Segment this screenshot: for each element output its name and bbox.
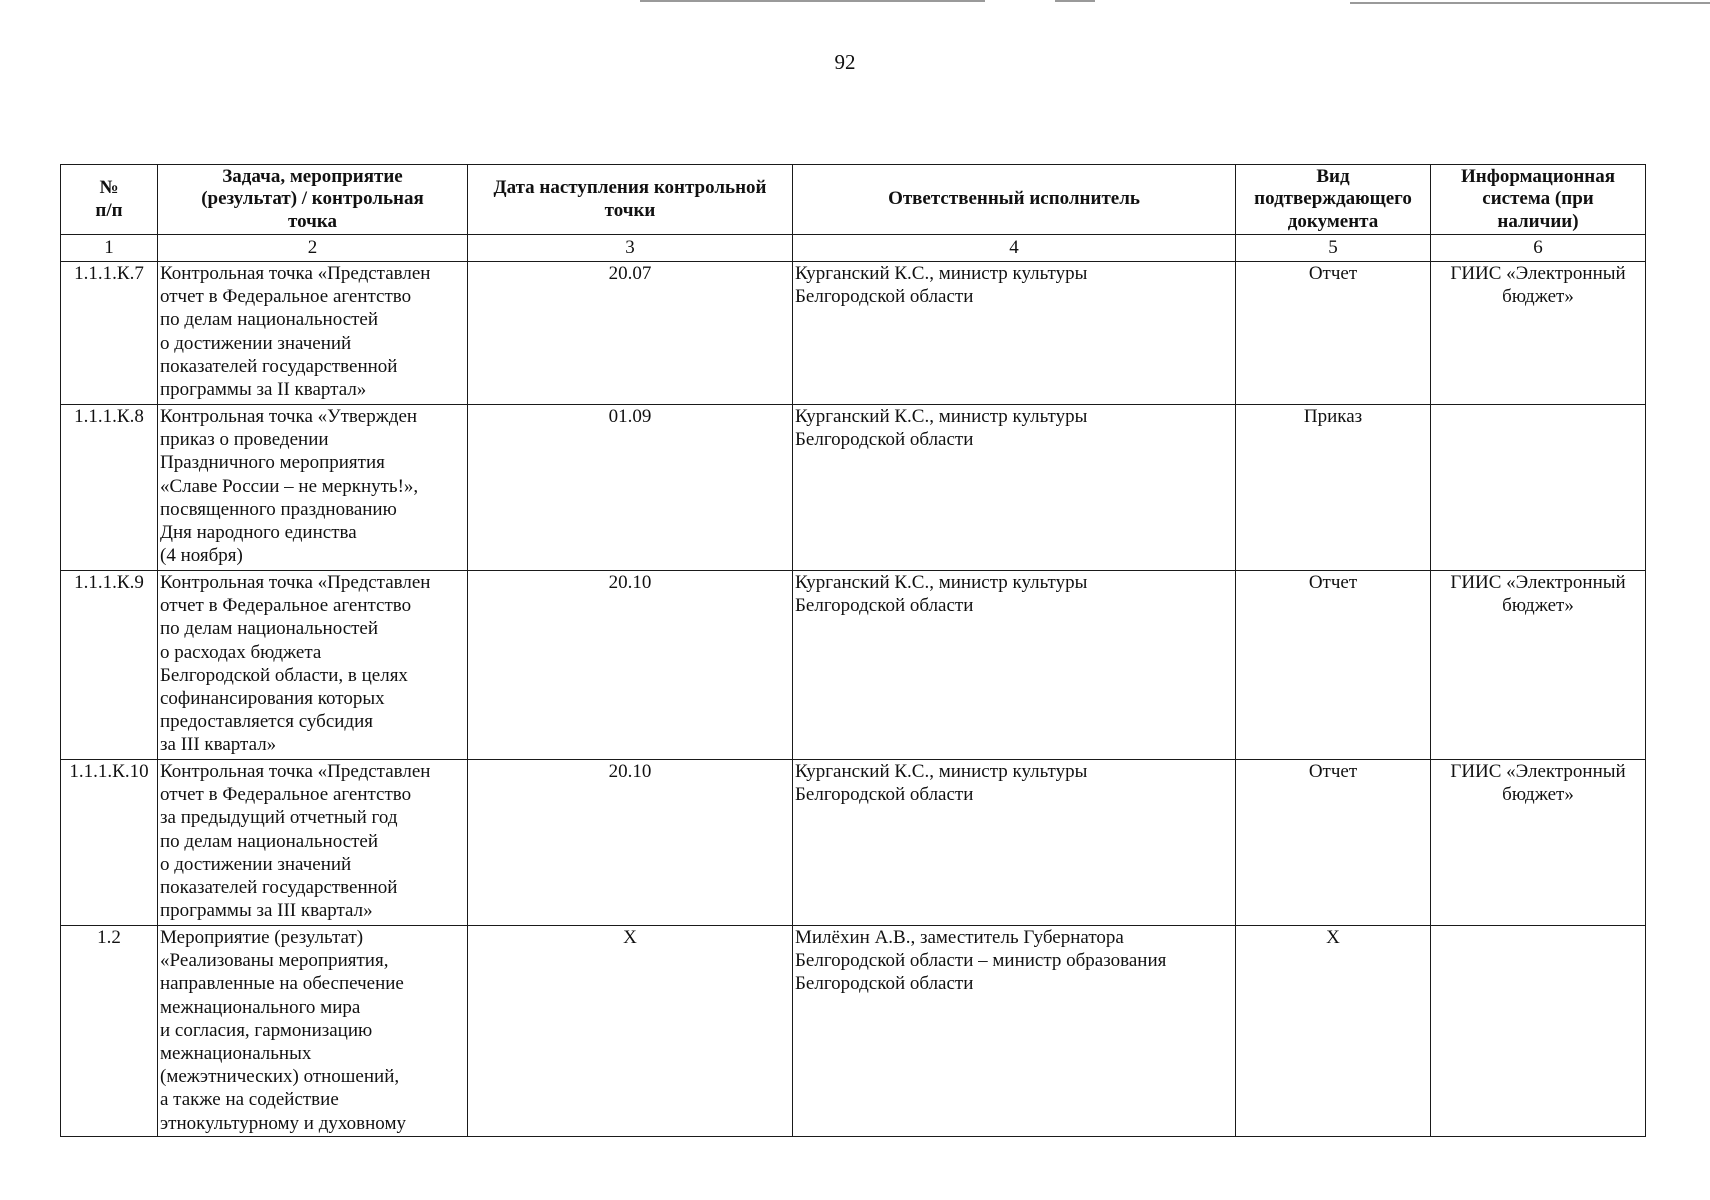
row-number: 1.1.1.К.7 — [61, 262, 158, 405]
row-task — [158, 405, 468, 571]
row-info-system — [1431, 571, 1646, 760]
text-line: система (при — [1482, 188, 1594, 210]
text-line: о расходах бюджета — [160, 641, 322, 663]
table-row — [61, 760, 1646, 926]
row-number: 1.1.1.К.8 — [61, 405, 158, 571]
column-number: 5 — [1236, 235, 1431, 262]
page-number: 92 — [834, 50, 856, 74]
text-line: по делам национальностей — [160, 618, 379, 640]
row-task — [158, 760, 468, 926]
row-number: 1.2 — [61, 926, 158, 1137]
text-line: Дата наступления контрольной — [493, 177, 767, 198]
row-date: 01.09 — [468, 405, 793, 571]
text-line: Курганский К.С., министр культуры — [795, 572, 1088, 593]
header-date — [468, 165, 793, 235]
row-task — [158, 262, 468, 405]
text-line: а также на содействие — [160, 1089, 339, 1111]
text-line: софинансирования которых — [160, 688, 385, 710]
text-line: ГИИС «Электронный — [1450, 263, 1626, 284]
row-info-system — [1431, 405, 1646, 571]
column-number: 1 — [61, 235, 158, 262]
scan-artifact-line — [1350, 2, 1710, 4]
text-line: предоставляется субсидия — [160, 711, 373, 733]
row-info-system — [1431, 926, 1646, 1137]
text-line: «Славе России – не меркнуть!», — [160, 475, 419, 497]
row-executor — [793, 926, 1236, 1137]
row-date: 20.10 — [468, 571, 793, 760]
text-line: Мероприятие (результат) — [160, 927, 364, 948]
header-executor — [793, 165, 1236, 235]
text-line: по делам национальностей — [160, 830, 379, 852]
row-executor — [793, 571, 1236, 760]
scan-artifact-line — [640, 0, 985, 2]
text-line: Контрольная точка «Представлен — [160, 263, 431, 284]
text-line: и согласия, гармонизацию — [160, 1019, 373, 1041]
text-line: Белгородской области, в целях — [160, 664, 408, 686]
text-line: межнациональных — [160, 1043, 312, 1065]
text-line: Контрольная точка «Представлен — [160, 572, 431, 593]
row-document-type: Отчет — [1236, 571, 1431, 760]
header-info-system — [1431, 165, 1646, 235]
text-line: точки — [604, 199, 656, 221]
column-number: 6 — [1431, 235, 1646, 262]
text-line: за III квартал» — [160, 734, 277, 756]
text-line: межнационального мира — [160, 996, 361, 1018]
text-line: (4 ноября) — [160, 545, 243, 567]
text-line: точка — [288, 210, 337, 232]
text-line: Белгородской области — [795, 595, 974, 617]
text-line: Ответственный исполнитель — [888, 188, 1140, 210]
text-line: этнокультурному и духовному — [160, 1112, 406, 1134]
text-line: бюджет» — [1502, 784, 1574, 806]
text-line: отчет в Федеральное агентство — [160, 784, 412, 806]
text-line: по делам национальностей — [160, 309, 379, 331]
text-line: Белгородской области — [795, 286, 974, 308]
text-line: Курганский К.С., министр культуры — [795, 263, 1088, 284]
row-executor — [793, 760, 1236, 926]
text-line: программы за II квартал» — [160, 379, 367, 401]
text-line: Белгородской области – министр образования — [795, 950, 1167, 972]
text-line: показателей государственной — [160, 877, 398, 899]
column-numbers-row — [61, 235, 1646, 262]
column-number: 3 — [468, 235, 793, 262]
text-line: о достижении значений — [160, 853, 352, 875]
text-line: подтверждающего — [1254, 188, 1412, 210]
header-document — [1236, 165, 1431, 235]
row-info-system — [1431, 262, 1646, 405]
header-task — [158, 165, 468, 235]
text-line: (результат) / контрольная — [201, 188, 424, 210]
row-document-type: Х — [1236, 926, 1431, 1137]
row-date: 20.10 — [468, 760, 793, 926]
text-line: направленные на обеспечение — [160, 973, 404, 995]
text-line: ГИИС «Электронный — [1450, 761, 1626, 782]
text-line: приказ о проведении — [160, 429, 329, 451]
scan-artifact-line — [1055, 0, 1095, 2]
row-document-type: Отчет — [1236, 262, 1431, 405]
text-line: бюджет» — [1502, 595, 1574, 617]
text-line: программы за III квартал» — [160, 900, 373, 922]
text-line: наличии) — [1497, 210, 1579, 232]
table-row — [61, 926, 1646, 1137]
row-document-type: Приказ — [1236, 405, 1431, 571]
text-line: Белгородской области — [795, 784, 974, 806]
row-date: 20.07 — [468, 262, 793, 405]
text-line: «Реализованы мероприятия, — [160, 950, 389, 972]
row-task — [158, 926, 468, 1137]
text-line: Информационная — [1460, 165, 1616, 187]
row-number: 1.1.1.К.9 — [61, 571, 158, 760]
text-line: отчет в Федеральное агентство — [160, 286, 412, 308]
row-task — [158, 571, 468, 760]
text-line: Задача, мероприятие — [222, 165, 403, 187]
text-line: отчет в Федеральное агентство — [160, 595, 412, 617]
text-line: Белгородской области — [795, 973, 974, 995]
text-line: Курганский К.С., министр культуры — [795, 761, 1088, 782]
text-line: бюджет» — [1502, 286, 1574, 308]
text-line: Праздничного мероприятия — [160, 452, 385, 474]
text-line: Белгородской области — [795, 429, 974, 451]
text-line: ГИИС «Электронный — [1450, 572, 1626, 593]
header-num — [61, 165, 158, 235]
text-line: № — [99, 177, 119, 198]
text-line: (межэтнических) отношений, — [160, 1066, 400, 1088]
row-info-system — [1431, 760, 1646, 926]
row-document-type: Отчет — [1236, 760, 1431, 926]
row-date: Х — [468, 926, 793, 1137]
text-line: п/п — [95, 199, 123, 221]
row-number: 1.1.1.К.10 — [61, 760, 158, 926]
table-header-row — [61, 165, 1646, 235]
text-line: документа — [1287, 210, 1379, 232]
text-line: Вид — [1316, 165, 1350, 187]
column-number: 4 — [793, 235, 1236, 262]
row-executor — [793, 405, 1236, 571]
table-row — [61, 262, 1646, 405]
control-points-table — [60, 164, 1646, 1137]
text-line: показателей государственной — [160, 355, 398, 377]
text-line: о достижении значений — [160, 332, 352, 354]
column-number: 2 — [158, 235, 468, 262]
table-row — [61, 571, 1646, 760]
text-line: посвященного празднованию — [160, 498, 397, 520]
text-line: Дня народного единства — [160, 522, 357, 544]
text-line: Курганский К.С., министр культуры — [795, 406, 1088, 427]
text-line: Контрольная точка «Представлен — [160, 761, 431, 782]
text-line: Контрольная точка «Утвержден — [160, 406, 418, 427]
text-line: Милёхин А.В., заместитель Губернатора — [795, 927, 1124, 948]
table-row — [61, 405, 1646, 571]
text-line: за предыдущий отчетный год — [160, 807, 398, 829]
row-executor — [793, 262, 1236, 405]
